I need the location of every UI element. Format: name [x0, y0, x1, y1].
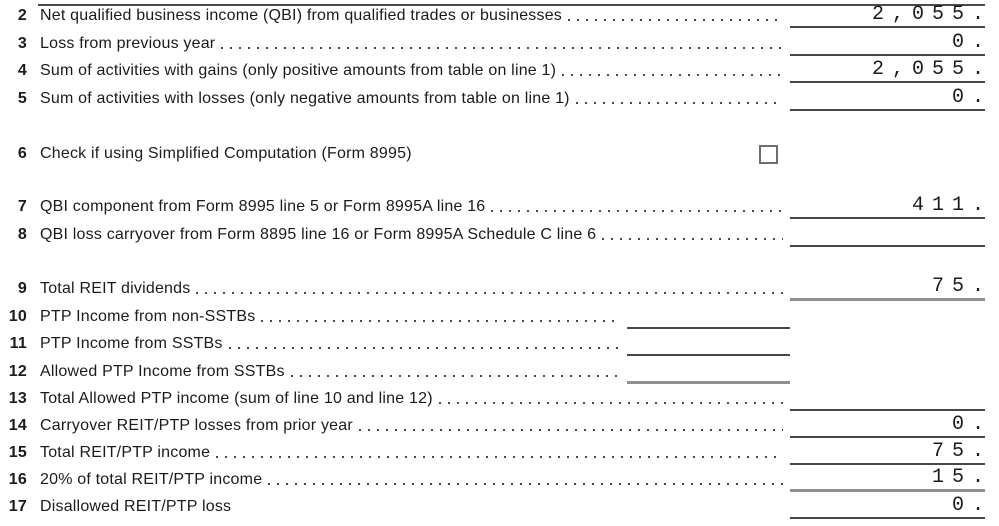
dotted-leader: [439, 402, 783, 404]
line-label: Total REIT/PTP income: [40, 444, 211, 461]
line-label: Check if using Simplified Computation (Form 8995): [40, 145, 412, 162]
line-label: Net qualified business income (QBI) from qualified trades or businesses: [40, 7, 562, 24]
dotted-leader: [491, 210, 783, 212]
line-number: 10: [8, 308, 27, 325]
line-number: 9: [17, 280, 27, 297]
amount-field-line-17[interactable]: [790, 493, 992, 519]
form-line-13: [5, 385, 985, 411]
amount-field-line-7[interactable]: [790, 193, 992, 219]
line-label: Sum of activities with gains (only positive amounts from table on line 1): [40, 62, 557, 79]
amount-field-line-11[interactable]: [627, 330, 790, 356]
form-line-4: [5, 57, 992, 83]
line-label: PTP Income from SSTBs: [40, 335, 223, 352]
line-number: 6: [17, 145, 27, 162]
line-label: PTP Income from non-SSTBs: [40, 308, 256, 325]
amount-field-line-13[interactable]: [790, 385, 985, 411]
dotted-leader: [261, 320, 620, 322]
dotted-leader: [602, 238, 783, 240]
form-line-8: [5, 221, 985, 247]
form-line-10: [5, 303, 985, 329]
line-number: 14: [8, 417, 27, 434]
amount-value: 75.: [931, 275, 992, 298]
form-line-16: [5, 466, 992, 492]
form-line-3: [5, 30, 992, 56]
line-number: 4: [17, 62, 27, 79]
amount-field-line-4[interactable]: [790, 57, 992, 83]
dotted-leader: [359, 429, 783, 431]
form-line-7: [5, 193, 992, 219]
dotted-leader: [576, 102, 783, 104]
form-line-11: [5, 330, 985, 356]
amount-value: 2,055.: [871, 3, 992, 26]
amount-value: 411.: [911, 194, 992, 217]
dotted-leader: [291, 375, 620, 377]
line-number: 16: [8, 471, 27, 488]
amount-value: 75.: [931, 440, 992, 463]
amount-field-line-10[interactable]: [627, 303, 790, 329]
line-number: 11: [9, 335, 27, 352]
line-label: 20% of total REIT/PTP income: [40, 471, 263, 488]
amount-value: 0.: [951, 31, 992, 54]
amount-value: 0.: [951, 413, 992, 436]
line-number: 5: [17, 90, 27, 107]
dotted-leader: [216, 456, 783, 458]
form-line-17: [5, 493, 992, 519]
line-number: 12: [8, 363, 27, 380]
dotted-leader: [562, 74, 783, 76]
form-line-14: [5, 412, 992, 438]
line-label: Total Allowed PTP income (sum of line 10 and line 12): [40, 390, 433, 407]
line-number: 13: [8, 390, 27, 407]
amount-field-line-9[interactable]: [790, 275, 992, 301]
line-label: QBI loss carryover from Form 8895 line 16 or Form 8995A Schedule C line 6: [40, 226, 597, 243]
simplified-computation-checkbox[interactable]: [759, 145, 778, 164]
amount-field-line-3[interactable]: [790, 30, 992, 56]
dotted-leader: [229, 347, 620, 349]
dotted-leader: [196, 292, 783, 294]
amount-field-line-5[interactable]: [790, 85, 992, 111]
line-number: 3: [17, 35, 27, 52]
line-number: 8: [17, 226, 27, 243]
line-number: 7: [17, 198, 27, 215]
line-label: Total REIT dividends: [40, 280, 191, 297]
form-line-12: [5, 358, 985, 384]
form-line-15: [5, 439, 992, 465]
dotted-leader: [268, 483, 783, 485]
amount-field-line-15[interactable]: [790, 439, 992, 465]
line-label: Disallowed REIT/PTP loss: [40, 498, 232, 515]
line-label: Sum of activities with losses (only negative amounts from table on line 1): [40, 90, 570, 107]
line-label: Allowed PTP Income from SSTBs: [40, 363, 285, 380]
dotted-leader: [221, 47, 783, 49]
form-line-6: [5, 140, 985, 166]
amount-field-line-16[interactable]: [790, 466, 992, 492]
line-number: 17: [8, 498, 27, 515]
form-line-9: [5, 275, 992, 301]
line-label: Carryover REIT/PTP losses from prior year: [40, 417, 353, 434]
amount-value: 0.: [951, 86, 992, 109]
amount-value: 2,055.: [871, 58, 992, 81]
leader-spacer: [237, 510, 783, 512]
form-line-5: [5, 85, 992, 111]
line-number: 2: [17, 7, 27, 24]
amount-field-line-14[interactable]: [790, 412, 992, 438]
line-label: QBI component from Form 8995 line 5 or Form 8995A line 16: [40, 198, 486, 215]
form-line-2: [5, 2, 992, 28]
amount-value: 0.: [951, 494, 992, 517]
amount-field-line-8[interactable]: [790, 221, 985, 247]
amount-field-line-2[interactable]: [790, 2, 992, 28]
amount-field-line-12[interactable]: [627, 358, 790, 384]
line-label: Loss from previous year: [40, 35, 216, 52]
amount-value: 15.: [931, 466, 992, 489]
dotted-leader: [568, 19, 783, 21]
line-number: 15: [8, 444, 27, 461]
